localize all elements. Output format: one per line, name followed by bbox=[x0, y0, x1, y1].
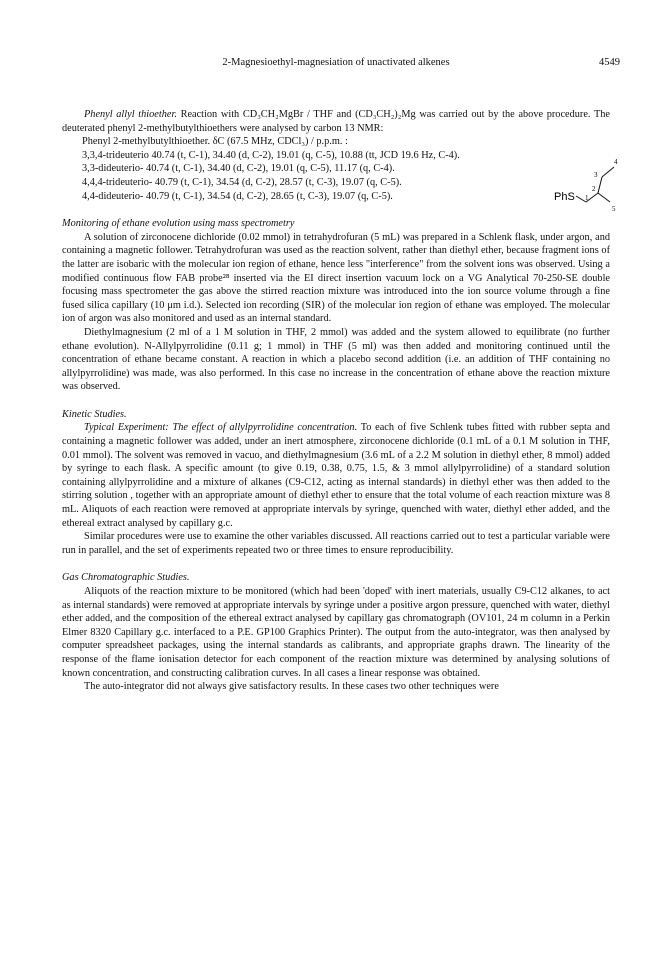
article-body bbox=[62, 108, 618, 694]
running-title: 2-Magnesioethyl-magnesiation of unactivated alkenes bbox=[222, 57, 450, 68]
nmr-line: 3,3-dideuterio- 40.74 (t, C-1), 34.40 (d, C-2), 19.01 (q, C-5), 11.17 (q, C-4). bbox=[82, 163, 395, 175]
atom-label: 4 bbox=[614, 158, 618, 167]
nmr-line: 3,3,4-trideuterio 40.74 (t, C-1), 34.40 (d, C-2), 19.01 (q, C-5), 10.88 (tt, JCD 19.6 Hz, C-4). bbox=[82, 149, 460, 161]
section-heading-gc: Gas Chromatographic Studies. bbox=[62, 572, 190, 584]
gc-paragraph-2: The auto-integrator did not always give satisfactory results. In these cases two other techniques were bbox=[84, 681, 499, 693]
atom-label: 5 bbox=[612, 205, 616, 214]
kinetic-paragraph-1-text: To each of five Schlenk tubes fitted with rubber septa and containing a magnetic follower was added, under an inert atmosphere, zirconocene dichloride (0.1 mL of a 0.1 M solution in THF, 0.01 mmol). The solvent was removed in vacuo, and diethylmagnesium (3.6 mL of a 2.2 M solution in diethyl ether, 8 mmol) added by syringe to each flask. A specific amount (to give 0.19, 0.38, 0.75, 1.5, & 3 mmol allylpyrrolidine) of a standard solution containing allylpyrrolidine and a mixture of alkanes (C9-C12, acting as internal standards) in diethyl ether was then added to the stirring solution , together with an appropriate amount of diethyl ether to ensure that the total volume of each reaction mixture was 8 mL. Aliquots of each reaction were removed at appropriate intervals by syringe, quenched with water, diethyl ether added, and the ethereal extract analysed by capillary g.c. bbox=[62, 422, 610, 529]
phenyl-allyl-paragraph bbox=[62, 108, 610, 135]
monitoring-paragraph-2: Diethylmagnesium (2 ml of a 1 M solution in THF, 2 mmol) was added and the system allowed to equilibrate (no further ethane evolution). N-Allylpyrrolidine (0.11 g; 1 mmol) in THF (5 ml) was then added and monitoring continued until the concentration of ethane became constant. A reaction in which a placebo second addition (i.e. an addition of THF containing no allylpyrrolidine) was made, was also performed. In this case no increase in the concentration of ethane above the reaction mixture was observed. bbox=[62, 326, 610, 393]
atom-label: 3 bbox=[594, 171, 598, 180]
gc-paragraph-1: Aliquots of the reaction mixture to be monitored (which had been 'doped' with inert materials, usually C9-C12 alkanes, to act as internal standards) were removed at appropriate intervals by syringe under a positive argon pressure, quenched with water, diethyl ether added, and the composition of the ethereal extract analysed by capillary gas chromatograph (OV101, 24 m column in a Perkin Elmer 8320 Capillary g.c. interfaced to a P.E. GP100 Graphics Printer). The output from the auto-integrator, was then analysed by computer spreadsheet packages, using the internal standards as calibrants, and appropriate graphs drawn. The linearity of the response of the flame ionisation detector for each component of the reaction mixture was determined by analysing solutions of known concentration, and constructing calibration curves. In all cases a linear response was obtained. bbox=[62, 586, 610, 679]
atom-label: 1 bbox=[585, 194, 589, 203]
kinetic-paragraph-2: Similar procedures were use to examine the other variables discussed. All reactions carried out to test a particular variable were run in parallel, and the set of experiments repeated two or three times to ensure reproducibility. bbox=[62, 531, 610, 556]
nmr-line: 4,4,4-trideuterio- 40.79 (t, C-1), 34.54 (d, C-2), 28.57 (t, C-3), 19.07 (q, C-5). bbox=[82, 176, 402, 188]
page-number: 4549 bbox=[599, 57, 620, 68]
section-heading-kinetic: Kinetic Studies. bbox=[62, 408, 127, 420]
nmr-data-block bbox=[82, 135, 618, 214]
typical-experiment-title: Typical Experiment: The effect of allylpyrrolidine concentration. bbox=[84, 422, 358, 434]
section-heading-monitoring: Monitoring of ethane evolution using mass spectrometry bbox=[62, 218, 295, 230]
bond bbox=[602, 167, 614, 177]
atom-label: 2 bbox=[592, 185, 596, 194]
bond bbox=[598, 177, 602, 193]
chemical-structure bbox=[552, 157, 642, 217]
nmr-lines bbox=[82, 149, 610, 203]
phenyl-allyl-title: Phenyl allyl thioether. bbox=[84, 109, 177, 120]
nmr-header: Phenyl 2-methylbutylthioether. δC (67.5 MHz, CDCl₃) / p.p.m. : bbox=[82, 136, 348, 148]
phenyl-allyl-text: Reaction with CD₃CH₂MgBr / THF and (CD₃CH₂)₂Mg was carried out by the above procedure. The deuterated phenyl 2-methylbutylthioethers were analysed by carbon 13 NMR: bbox=[62, 109, 610, 134]
nmr-line: 4,4-dideuterio- 40.79 (t, C-1), 34.54 (d, C-2), 28.65 (t, C-3), 19.07 (q, C-5). bbox=[82, 190, 393, 202]
bond bbox=[598, 193, 610, 202]
structure-phs-label: PhS bbox=[554, 191, 575, 204]
kinetic-paragraph-1 bbox=[62, 421, 610, 530]
monitoring-paragraph-1: A solution of zirconocene dichloride (0.02 mmol) in tetrahydrofuran (5 mL) was prepared in a Schlenk flask, under argon, and containing a magnetic follower. Tetrahydrofuran was used as the reaction solvent, rather than diethyl ether, because fragment ions of the latter are isobaric with the molecular ion region of ethane, hence less "interference" from the solvent ions was observed. Using a modified continuous flow FAB probe²⁸ inserted via the EI direct insertion vacuum lock on a VG Analytical 70-250-SE double focusing mass spectrometer the gas above the stirred reaction mixture was introduced into the ion source volume through a fine fused silica capillary (10 μm i.d.). Selected ion recording (SIR) of the molecular ion region of ethane was employed. The molecular ion of argon was also monitored and used as an internal standard. bbox=[62, 231, 610, 325]
